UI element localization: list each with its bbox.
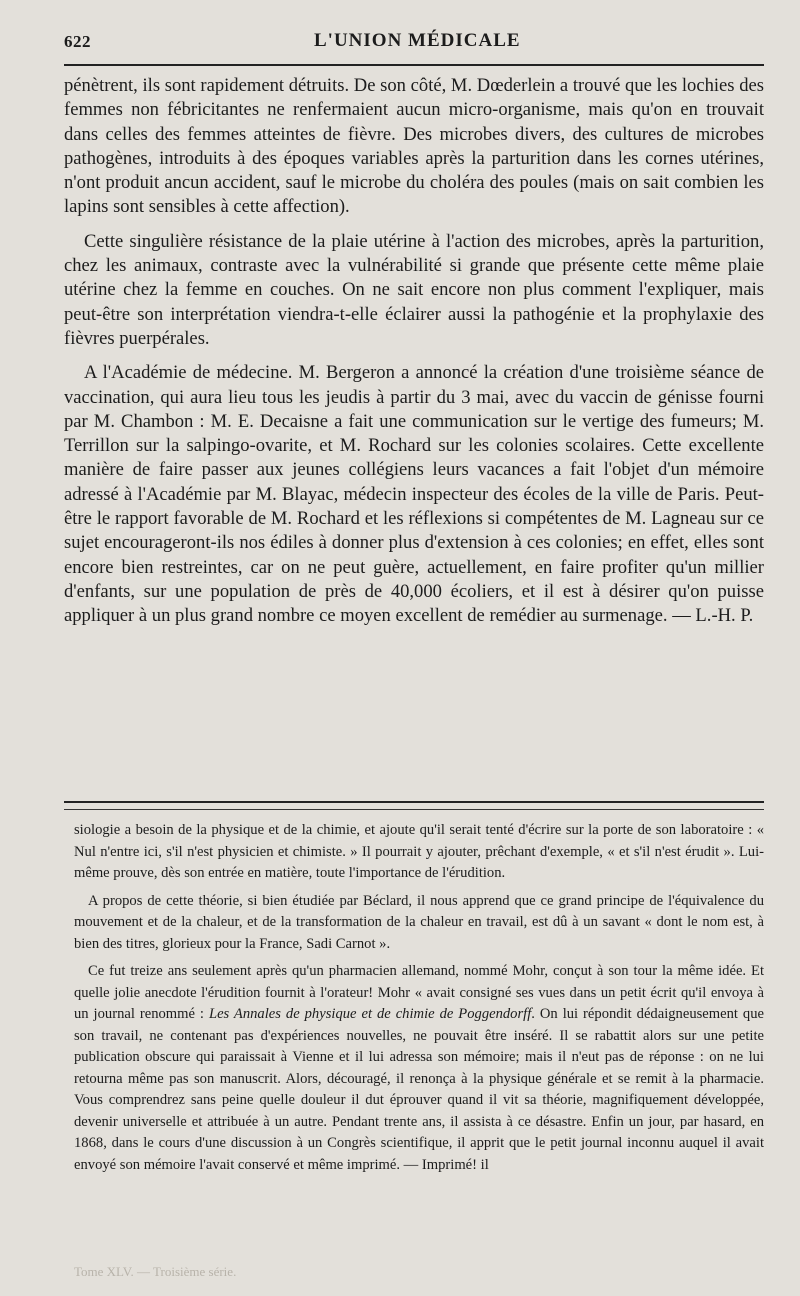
- volume-signature: Tome XLV. — Troisième série.: [74, 1264, 237, 1279]
- feuilleton-p3-text-a: Ce fut treize ans seulement après qu'un pharmacien allemand, nommé Mohr, conçut à son tour la même idée. Et quelle jolie anecdote l'érudition fournit à l'orateur! Mohr « avait consigné ses vues dans un petit écrit qu'il envoya à un journal renommé :: [74, 963, 764, 1022]
- feuilleton-paragraph-3: [74, 961, 764, 1176]
- main-paragraph-2: Cette singulière résistance de la plaie utérine à l'action des microbes, après la parturition, chez les animaux, contraste avec la vulnérabilité si grande que présente cette même plaie utérine chez la femme en couches. On ne sait encore non plus comment l'expliquer, mais peut-être son interprétation viendra-t-elle éclairer aussi la pathogénie et la prophylaxie des fièvres puerpérales.: [64, 230, 764, 349]
- feuilleton-section: [74, 820, 764, 1182]
- page-footer: [74, 1264, 764, 1284]
- running-title: L'UNION MÉDICALE: [314, 30, 521, 51]
- feuilleton-paragraph-1: siologie a besoin de la physique et de la chimie, et ajoute qu'il serait tenté d'écrire sur la porte de son laboratoire : « Nul n'entre ici, s'il n'est physicien et chimiste. » Il pourrait y ajouter, prêchant d'exemple, « et s'il n'est érudit ». Lui-même prouve, dès son entrée en matière, toute l'importance de l'érudition.: [74, 822, 764, 881]
- journal-title: Les Annales de physique et de chimie de Poggendorff: [208, 1006, 532, 1022]
- feuilleton-divider: [64, 801, 764, 810]
- feuilleton-paragraph-2: A propos de cette théorie, si bien étudiée par Béclard, il nous apprend que ce grand principe de l'équivalence du mouvement et de la chaleur, et de la transformation de la chaleur en travail, est dû à un savant « dont le nom est, à bien des titres, glorieux pour la France, Sadi Carnot ».: [74, 892, 764, 952]
- page-number: 622: [64, 32, 91, 51]
- header-rule: [64, 64, 764, 66]
- main-paragraph-1: pénètrent, ils sont rapidement détruits. De son côté, M. Dœderlein a trouvé que les lochies des femmes non fébricitantes ne renfermaient aucun micro-organisme, mais qu'on en trouvait dans celles des femmes atteintes de fièvre. Des microbes divers, des cultures de microbes pathogènes, introduits à des époques variables après la parturition dans les cornes utérines, n'ont produit ancun accident, sauf le microbe du choléra des poules (mais on sait combien les lapins sont sensibles à cette affection).: [64, 75, 764, 218]
- main-article: [64, 74, 764, 639]
- main-paragraph-3: A l'Académie de médecine. M. Bergeron a annoncé la création d'une troisième séance de vaccination, qui aura lieu tous les jeudis à partir du 3 mai, avec du vaccin de génisse fourni par M. Chambon : M. E. Decaisne a fait une communication sur le vertige des fumeurs; M. Terrillon sur la salpingo-ovarite, et M. Rochard sur les colonies scolaires. Cette excellente manière de faire passer aux jeunes collégiens leurs vacances a fait l'objet d'un mémoire adressé à l'Académie par M. Blayac, médecin inspecteur des écoles de la ville de Paris. Peut-être le rapport favorable de M. Rochard et les réflexions si compétentes de M. Lagneau sur ce sujet encourageront-ils nos édiles à donner plus d'extension à ces colonies; en effet, elles sont encore bien restreintes, car on ne peut guère, actuellement, en faire profiter qu'un millier d'enfants, sur une population de près de 40,000 écoliers, et il est à désirer qu'on puisse appliquer à un plus grand nombre ce moyen excellent de remédier au surmenage. — L.-H. P.: [64, 362, 764, 627]
- page-header: [64, 28, 760, 58]
- feuilleton-p3-text-b: . On lui répondit dédaigneusement que son travail, ne contenant pas d'expériences nouvelles, ne pouvait être inséré. Il se rabattit alors sur une petite publication obscure qui paraissait à Vienne et il lui adressa son mémoire; mais il n'eut pas de réponse : on ne lui retourna même pas son manuscrit. Alors, découragé, il renonça à la physique générale et se remit à la pharmacie. Vous comprendrez sans peine quelle douleur il dut éprouver quand il vit sa théorie, magnifiquement développée, devenir universelle et attribuée à un autre. Pendant trente ans, il assista à ce désastre. Enfin un jour, par hasard, en 1868, dans le cours d'une discussion à un Congrès scientifique, il apprit que le petit journal inconnu auquel il avait envoyé son mémoire l'avait conservé et même imprimé. — Imprimé! il: [74, 1006, 764, 1173]
